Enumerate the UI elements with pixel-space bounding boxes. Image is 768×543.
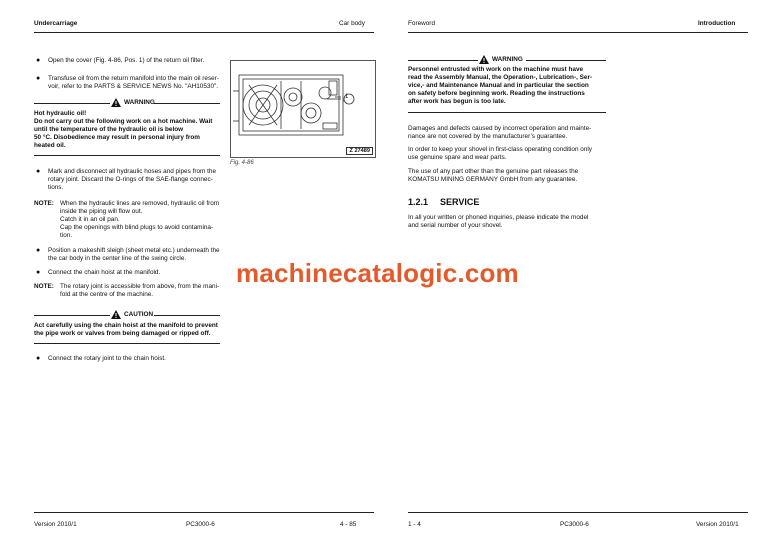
section-number: 1.2.1 bbox=[408, 197, 429, 207]
bullet-mark-line: Mark and disconnect all hydraulic hoses and pipes from the bbox=[48, 168, 217, 175]
bullet-mark-line: rotary joint. Discard the O-rings of the SAE-flange connec- bbox=[48, 176, 213, 183]
right-header-topic: Introduction bbox=[698, 20, 736, 27]
left-footer-model: PC3000-6 bbox=[186, 521, 215, 528]
bullet-chain-hoist: Connect the chain hoist at the manifold. bbox=[48, 269, 161, 276]
caution-rule-right bbox=[154, 315, 220, 316]
left-footer-version: Version 2010/1 bbox=[34, 521, 77, 528]
section-title: SERVICE bbox=[440, 197, 480, 207]
right-header-section: Foreword bbox=[408, 20, 435, 27]
right-footer-model: PC3000-6 bbox=[560, 521, 589, 528]
note-line: Cap the openings with blind plugs to avoid contamina- bbox=[60, 224, 214, 231]
warning-triangle-icon bbox=[111, 310, 121, 319]
paragraph-line: and serial number of your shovel. bbox=[408, 222, 503, 229]
note-line: tion. bbox=[60, 232, 73, 239]
warning-rule-right bbox=[526, 60, 606, 61]
paragraph-line: KOMATSU MINING GERMANY GmbH from any guarantee. bbox=[408, 176, 578, 183]
note-line: The rotary joint is accessible from above, from the mani- bbox=[60, 283, 220, 290]
return-filter-drawing bbox=[231, 61, 375, 157]
caution-heading bbox=[111, 310, 153, 319]
warning-line: heated oil. bbox=[34, 142, 66, 149]
bullet-rotary-joint: Connect the rotary joint to the chain hoist. bbox=[48, 355, 166, 362]
warning-triangle-icon bbox=[111, 98, 121, 107]
figure-reference: Z 27489 bbox=[346, 147, 373, 155]
paragraph-line: In order to keep your shovel in first-class operating condition only bbox=[408, 146, 593, 153]
figure-position-number: 1 bbox=[345, 94, 349, 100]
warning-bottom-rule bbox=[408, 112, 606, 113]
warning-rule-left bbox=[34, 103, 110, 104]
paragraph-line: Damages and defects caused by incorrect operation and mainte- bbox=[408, 125, 592, 132]
warning-line: 50 °C. Disobedience may result in personal injury from bbox=[34, 134, 200, 141]
warning-label: WARNING bbox=[124, 99, 155, 106]
paragraph-line: nance are not covered by the manufacturer’s guarantee. bbox=[408, 133, 568, 140]
left-header-rule bbox=[34, 32, 374, 33]
watermark-text: machinecatalogic.com bbox=[236, 258, 519, 288]
right-header-rule bbox=[408, 32, 748, 33]
bullet-sleigh-line: the car body in the center line of the swing circle. bbox=[48, 255, 187, 262]
warning-label: WARNING bbox=[492, 56, 523, 63]
bullet-mark-line: tions. bbox=[48, 184, 64, 191]
bullet-dot: ● bbox=[36, 269, 41, 276]
bullet-dot: ● bbox=[36, 75, 41, 82]
bullet-transfuse-line1: Transfuse oil from the return manifold into the main oil reser- bbox=[48, 75, 219, 82]
caution-line: Act carefully using the chain hoist at the manifold to prevent bbox=[34, 322, 218, 329]
bullet-open-cover: Open the cover (Fig. 4-86, Pos. 1) of the return oil filter. bbox=[48, 57, 205, 64]
warning-line: after work has begun is too late. bbox=[408, 98, 506, 105]
left-footer-rule bbox=[34, 512, 374, 513]
figure-caption: Fig. 4-86 bbox=[230, 160, 254, 166]
bullet-dot: ● bbox=[36, 247, 41, 254]
note-line: Catch it in an oil pan. bbox=[60, 216, 120, 223]
warning-line: vice,- and Maintenance Manual and in particular the section bbox=[408, 82, 589, 89]
paragraph-line: In all your written or phoned inquiries, please indicate the model bbox=[408, 214, 589, 221]
bullet-dot: ● bbox=[36, 355, 41, 362]
bullet-transfuse-line2: voir, refer to the PARTS & SERVICE NEWS No. "AH10530". bbox=[48, 83, 219, 90]
warning-line: until the temperature of the hydraulic oil is below bbox=[34, 126, 184, 133]
paragraph-line: The use of any part other than the genuine part releases the bbox=[408, 168, 579, 175]
left-header-section: Undercarriage bbox=[34, 20, 78, 27]
warning-triangle-icon bbox=[479, 55, 489, 64]
note-label: NOTE: bbox=[34, 283, 54, 290]
bullet-sleigh-line: Position a makeshift sleigh (sheet metal etc.) underneath the bbox=[48, 247, 220, 254]
right-footer-rule bbox=[408, 512, 748, 513]
right-footer-version: Version 2010/1 bbox=[696, 521, 739, 528]
caution-label: CAUTION bbox=[124, 311, 154, 318]
note-line: When the hydraulic lines are removed, hydraulic oil from bbox=[60, 200, 220, 207]
note-line: inside the piping will flow out. bbox=[60, 208, 143, 215]
warning-heading bbox=[111, 98, 155, 107]
left-footer-page: 4 - 85 bbox=[340, 521, 357, 528]
left-header-topic: Car body bbox=[339, 20, 365, 27]
caution-bottom-rule bbox=[34, 343, 220, 344]
warning-line: on safety before beginning work. Reading the instructions bbox=[408, 90, 585, 97]
figure-frame bbox=[230, 60, 376, 158]
paragraph-line: use genuine spare and wear parts. bbox=[408, 154, 507, 161]
note-label: NOTE: bbox=[34, 200, 54, 207]
bullet-dot: ● bbox=[36, 168, 41, 175]
caution-rule-left bbox=[34, 315, 110, 316]
warning-bottom-rule bbox=[34, 155, 220, 156]
warning-rule-right bbox=[154, 103, 220, 104]
warning-line: Personnel entrusted with work on the machine must have bbox=[408, 66, 584, 73]
caution-line: the pipe work or valves from being damaged or ripped off. bbox=[34, 330, 211, 337]
warning-line: Do not carry out the following work on a hot machine. Wait bbox=[34, 118, 213, 125]
warning-line: Hot hydraulic oil! bbox=[34, 110, 87, 117]
bullet-dot: ● bbox=[36, 57, 41, 64]
warning-line: read the Assembly Manual, the Operation-, Lubrication-, Ser- bbox=[408, 74, 593, 81]
note-line: fold at the centre of the machine. bbox=[60, 291, 154, 298]
warning-heading bbox=[479, 55, 523, 64]
warning-rule-left bbox=[408, 60, 478, 61]
right-footer-page: 1 - 4 bbox=[408, 521, 421, 528]
